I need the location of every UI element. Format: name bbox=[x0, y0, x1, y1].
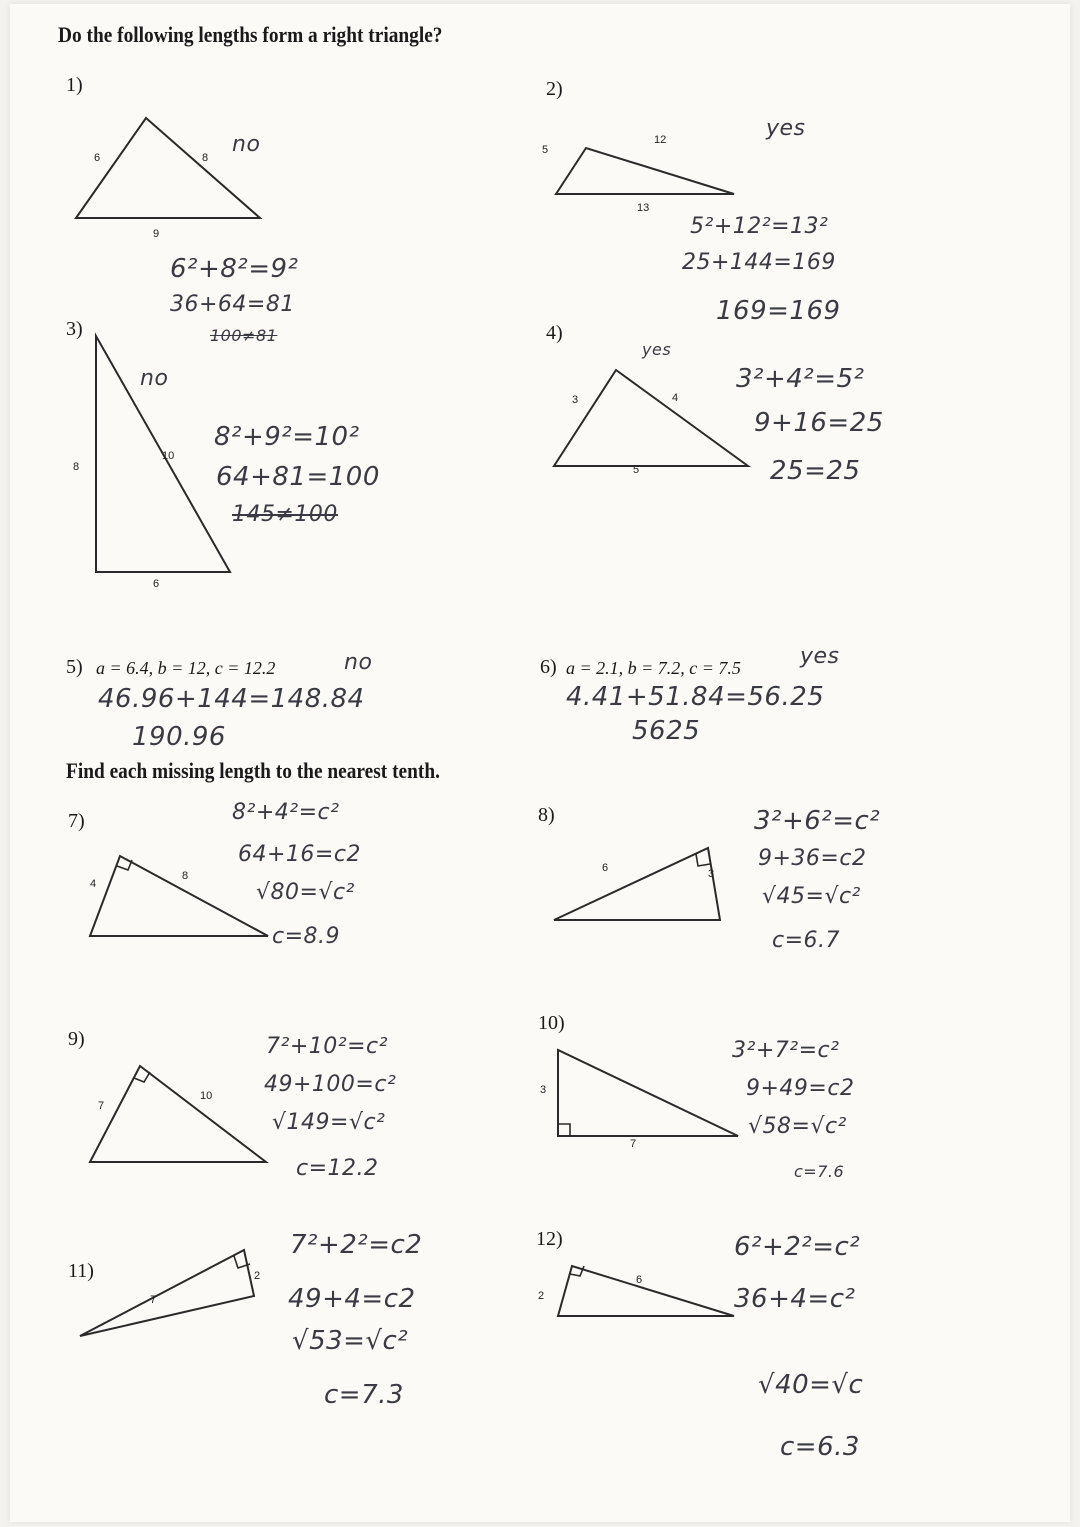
problem-10-work-4: c=7.6 bbox=[794, 1162, 845, 1181]
problem-1-work-2: 36+64=81 bbox=[170, 292, 295, 317]
problem-12-number: 12) bbox=[536, 1228, 563, 1250]
problem-1-side-c: 9 bbox=[153, 228, 160, 240]
problem-2-work-1: 5²+12²=13² bbox=[690, 214, 829, 239]
problem-7-work-4: c=8.9 bbox=[272, 924, 341, 949]
problem-5-answer: no bbox=[344, 650, 373, 675]
problem-2-side-c: 13 bbox=[637, 202, 650, 214]
problem-3-work-1: 8²+9²=10² bbox=[214, 422, 360, 452]
problem-3-work-2: 64+81=100 bbox=[216, 462, 380, 492]
problem-6-number: 6) bbox=[540, 656, 557, 678]
problem-11-work-3: √53=√c² bbox=[292, 1326, 409, 1356]
problem-9-work-1: 7²+10²=c² bbox=[266, 1034, 388, 1059]
problem-2-triangle bbox=[550, 142, 750, 212]
problem-10-work-1: 3²+7²=c² bbox=[732, 1038, 840, 1063]
problem-3-side-c: 6 bbox=[153, 578, 160, 590]
worksheet bbox=[10, 4, 1070, 1522]
problem-1-number: 1) bbox=[66, 74, 83, 96]
problem-12-work-1: 6²+2²=c² bbox=[734, 1232, 861, 1262]
problem-4-side-c: 5 bbox=[633, 464, 640, 476]
problem-2-number: 2) bbox=[546, 78, 563, 100]
problem-4-work-3: 25=25 bbox=[770, 456, 861, 486]
problem-2-side-a: 5 bbox=[542, 144, 549, 156]
problem-2-side-b: 12 bbox=[654, 134, 667, 146]
problem-4-side-b: 4 bbox=[672, 392, 679, 404]
problem-4-triangle bbox=[550, 354, 760, 474]
problem-12-side-b: 6 bbox=[636, 1274, 643, 1286]
problem-2-work-3: 169=169 bbox=[716, 296, 841, 326]
problem-4-work-1: 3²+4²=5² bbox=[736, 364, 865, 394]
problem-9-side-b: 10 bbox=[200, 1090, 213, 1102]
problem-11-side-a: 7 bbox=[150, 1294, 157, 1306]
problem-8-number: 8) bbox=[538, 804, 555, 826]
problem-6-work-1: 4.41+51.84=56.25 bbox=[566, 682, 825, 712]
problem-8-side-a: 6 bbox=[602, 862, 609, 874]
problem-8-side-b: 3 bbox=[708, 868, 715, 880]
problem-6-given: a = 2.1, b = 7.2, c = 7.5 bbox=[566, 658, 741, 678]
problem-10-number: 10) bbox=[538, 1012, 565, 1034]
problem-7-work-2: 64+16=c2 bbox=[238, 842, 361, 867]
problem-2-answer: yes bbox=[766, 116, 806, 141]
problem-4-answer: yes bbox=[642, 340, 672, 359]
problem-5-given: a = 6.4, b = 12, c = 12.2 bbox=[96, 658, 276, 678]
problem-9-number: 9) bbox=[68, 1028, 85, 1050]
problem-4-number: 4) bbox=[546, 322, 563, 344]
problem-11-work-1: 7²+2²=c2 bbox=[290, 1230, 423, 1260]
problem-1-answer: no bbox=[232, 132, 261, 157]
problem-4-work-2: 9+16=25 bbox=[754, 408, 884, 438]
problem-1-side-b: 8 bbox=[202, 152, 209, 164]
problem-3-answer: no bbox=[140, 366, 169, 391]
problem-12-side-a: 2 bbox=[538, 1290, 545, 1302]
problem-8-triangle bbox=[548, 842, 738, 932]
problem-9-work-2: 49+100=c² bbox=[264, 1072, 397, 1097]
problem-10-work-2: 9+49=c2 bbox=[746, 1076, 855, 1101]
problem-11-work-4: c=7.3 bbox=[324, 1380, 404, 1410]
problem-2-work-2: 25+144=169 bbox=[682, 250, 836, 275]
problem-3-side-b: 10 bbox=[162, 450, 175, 462]
problem-6-answer: yes bbox=[800, 644, 840, 669]
problem-12-work-3: √40=√c bbox=[758, 1370, 864, 1400]
problem-12-triangle bbox=[548, 1260, 748, 1330]
problem-9-side-a: 7 bbox=[98, 1100, 105, 1112]
problem-12-work-2: 36+4=c² bbox=[734, 1284, 856, 1314]
problem-7-work-1: 8²+4²=c² bbox=[232, 800, 340, 825]
problem-7-number: 7) bbox=[68, 810, 85, 832]
problem-9-triangle bbox=[84, 1060, 274, 1170]
problem-8-work-4: c=6.7 bbox=[772, 928, 841, 953]
problem-12-work-4: c=6.3 bbox=[780, 1432, 860, 1462]
problem-11-work-2: 49+4=c2 bbox=[288, 1284, 416, 1314]
problem-1-side-a: 6 bbox=[94, 152, 101, 164]
problem-10-work-3: √58=√c² bbox=[748, 1114, 847, 1139]
problem-10-side-a: 3 bbox=[540, 1084, 547, 1096]
heading-missing-length: Find each missing length to the nearest tenth. bbox=[66, 758, 440, 783]
heading-right-triangle: Do the following lengths form a right triangle? bbox=[58, 22, 443, 47]
problem-7-work-3: √80=√c² bbox=[256, 880, 355, 905]
problem-8-work-3: √45=√c² bbox=[762, 884, 861, 909]
problem-5-work-1: 46.96+144=148.84 bbox=[98, 684, 365, 714]
problem-5-number: 5) bbox=[66, 656, 83, 678]
problem-1-triangle bbox=[70, 112, 270, 232]
problem-7-side-b: 8 bbox=[182, 870, 189, 882]
problem-1-work-1: 6²+8²=9² bbox=[170, 254, 299, 284]
problem-9-work-3: √149=√c² bbox=[272, 1110, 386, 1135]
problem-11-number: 11) bbox=[68, 1260, 94, 1282]
problem-9-work-4: c=12.2 bbox=[296, 1156, 379, 1181]
problem-3-number: 3) bbox=[66, 318, 83, 340]
problem-11-triangle bbox=[74, 1244, 274, 1344]
problem-8-work-1: 3²+6²=c² bbox=[754, 806, 881, 836]
problem-1-work-3: 100≠81 bbox=[210, 326, 278, 345]
problem-11-side-b: 2 bbox=[254, 1270, 261, 1282]
problem-5-work-2: 190.96 bbox=[132, 722, 226, 752]
problem-8-work-2: 9+36=c2 bbox=[758, 846, 867, 871]
problem-10-triangle bbox=[548, 1044, 748, 1144]
problem-10-side-b: 7 bbox=[630, 1138, 637, 1150]
problem-7-side-a: 4 bbox=[90, 878, 97, 890]
problem-3-side-a: 8 bbox=[73, 461, 80, 473]
problem-4-side-a: 3 bbox=[572, 394, 579, 406]
problem-3-work-3: 145≠100 bbox=[232, 502, 338, 527]
problem-6-work-2: 5625 bbox=[632, 716, 701, 746]
